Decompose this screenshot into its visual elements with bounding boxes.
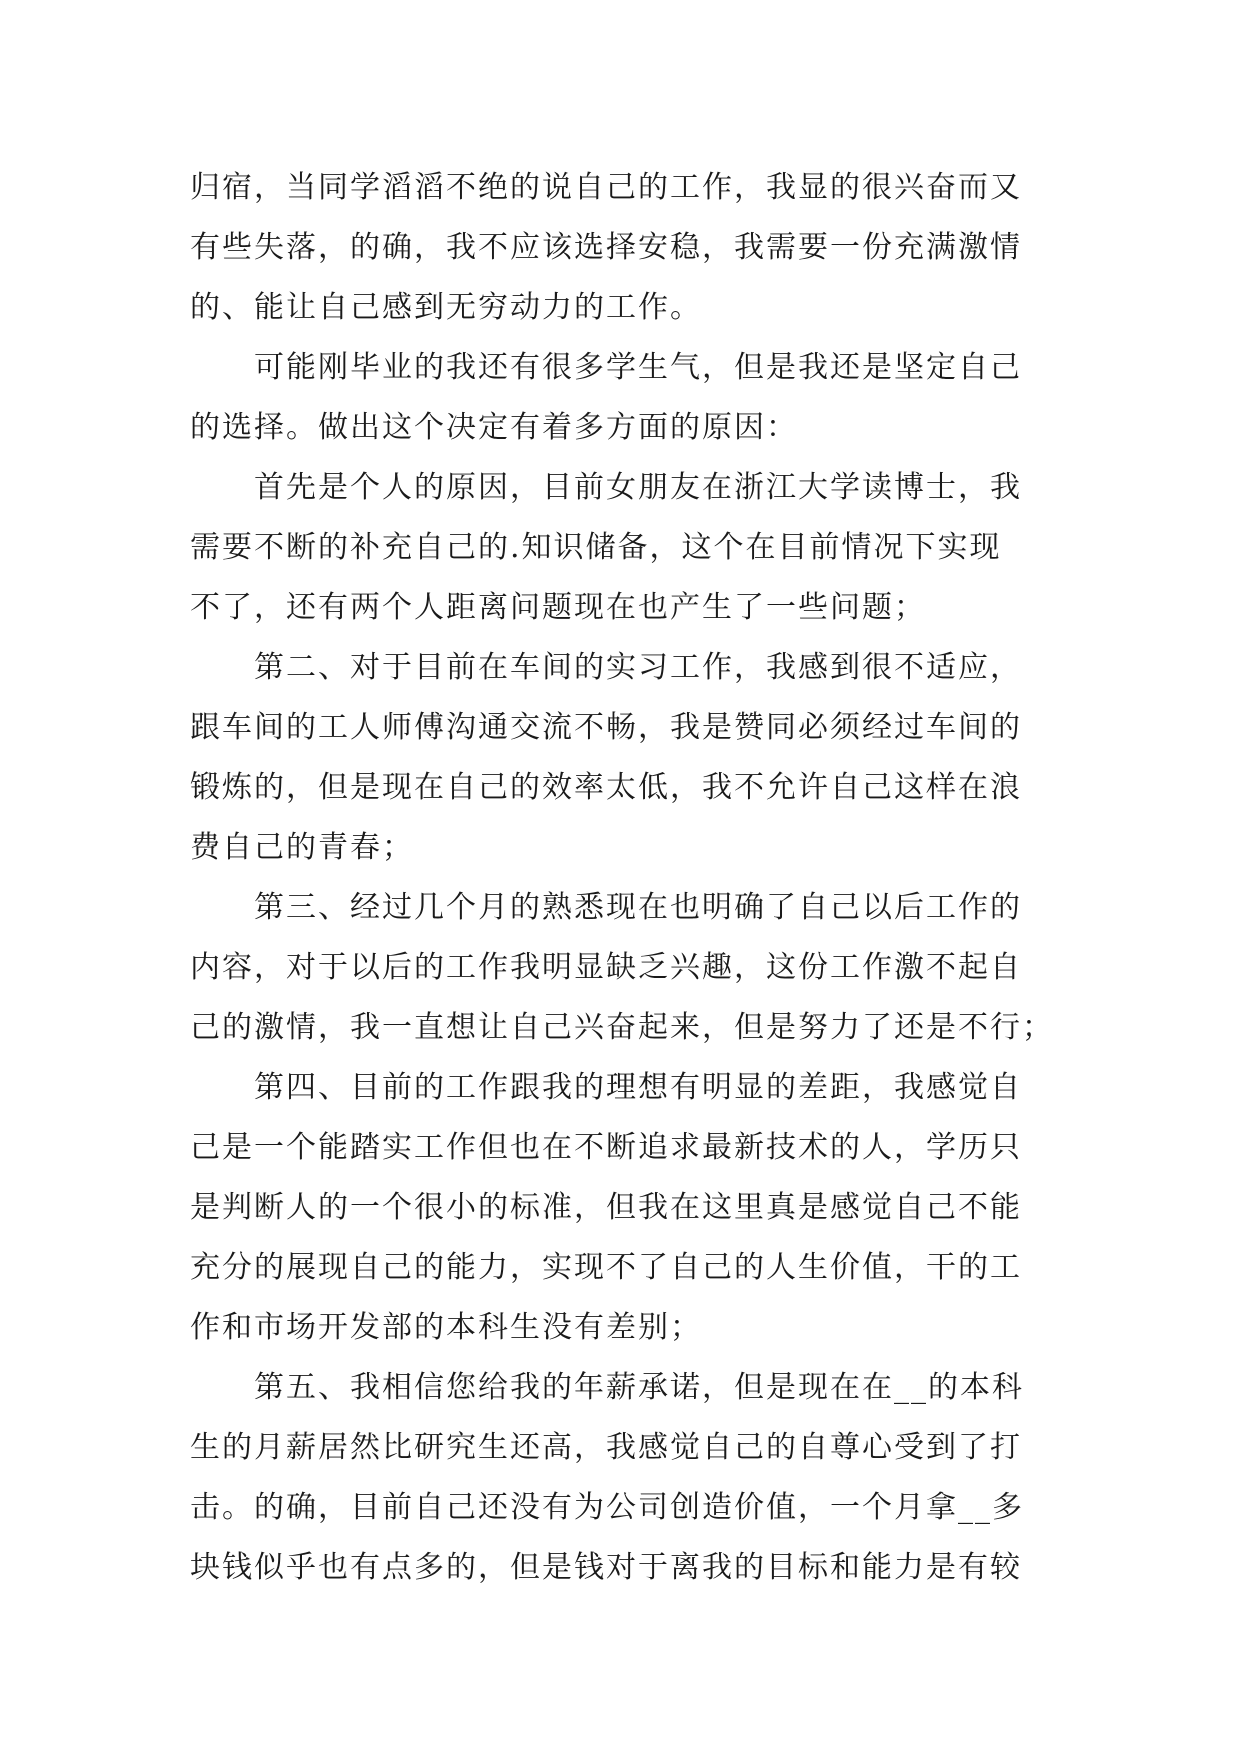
document-body: [190, 158, 1065, 1598]
text-line: 是判断人的一个很小的标准，但我在这里真是感觉自己不能: [190, 1190, 1022, 1225]
text-line: 锻炼的，但是现在自己的效率太低，我不允许自己这样在浪: [190, 770, 1022, 805]
text-line: 击。的确，目前自己还没有为公司创造价值，一个月拿__多: [190, 1490, 1024, 1525]
text-line: 归宿，当同学滔滔不绝的说自己的工作，我显的很兴奋而又: [190, 170, 1022, 205]
text-line: 需要不断的补充自己的.知识储备，这个在目前情况下实现: [190, 530, 1002, 565]
text-line: 第三、经过几个月的熟悉现在也明确了自己以后工作的: [190, 890, 1022, 925]
text-line: 第四、目前的工作跟我的理想有明显的差距，我感觉自: [190, 1070, 1022, 1105]
text-line: 作和市场开发部的本科生没有差别；: [190, 1310, 702, 1345]
text-line: 可能刚毕业的我还有很多学生气，但是我还是坚定自己: [190, 350, 1022, 385]
text-line: 第二、对于目前在车间的实习工作，我感到很不适应，: [190, 650, 1022, 685]
text-line: 有些失落，的确，我不应该选择安稳，我需要一份充满激情: [190, 230, 1022, 265]
text-line: 块钱似乎也有点多的，但是钱对于离我的目标和能力是有较: [190, 1550, 1022, 1585]
text-line: 内容，对于以后的工作我明显缺乏兴趣，这份工作激不起自: [190, 950, 1022, 985]
text-line: 的选择。做出这个决定有着多方面的原因：: [190, 410, 798, 445]
text-line: 首先是个人的原因，目前女朋友在浙江大学读博士，我: [190, 470, 1022, 505]
text-line: 充分的展现自己的能力，实现不了自己的人生价值，干的工: [190, 1250, 1022, 1285]
text-line: 生的月薪居然比研究生还高，我感觉自己的自尊心受到了打: [190, 1430, 1022, 1465]
text-line: 费自己的青春；: [190, 830, 414, 865]
text-line: 己是一个能踏实工作但也在不断追求最新技术的人，学历只: [190, 1130, 1022, 1165]
text-line: 跟车间的工人师傅沟通交流不畅，我是赞同必须经过车间的: [190, 710, 1022, 745]
text-line: 第五、我相信您给我的年薪承诺，但是现在在__的本科: [190, 1370, 1024, 1405]
text-line: 的、能让自己感到无穷动力的工作。: [190, 290, 702, 325]
text-line: 不了，还有两个人距离问题现在也产生了一些问题；: [190, 590, 926, 625]
text-line: 己的激情，我一直想让自己兴奋起来，但是努力了还是不行；: [190, 1010, 1054, 1045]
